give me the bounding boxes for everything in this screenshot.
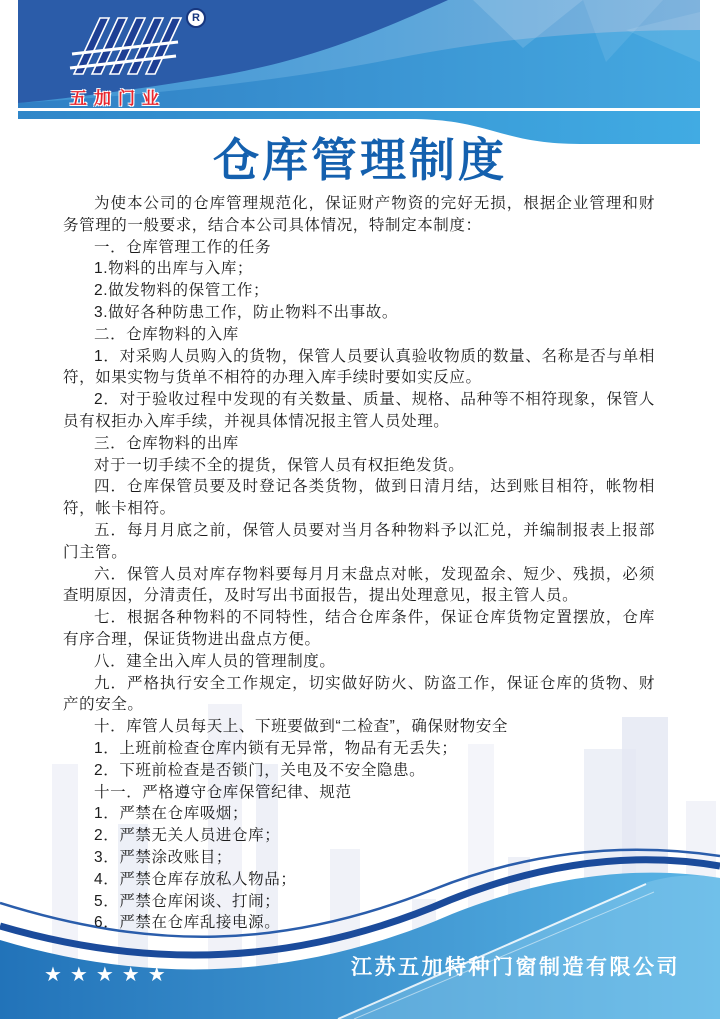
rule-item: 2．严禁无关人员进仓库； [94, 827, 281, 845]
intro-paragraph: 为使本公司的仓库管理规范化，保证财产物资的完好无损，根据企业管理和财务管理的一般要求，结合本公司具体情况，特制定本制度： [63, 195, 655, 234]
page-title: 仓库管理制度 [213, 134, 507, 186]
rule-item: 3.做好各种防患工作，防止物料不出事故。 [94, 303, 398, 321]
company-logo [58, 8, 228, 108]
rule-item: 5．严禁仓库闲谈、打闹； [94, 892, 281, 910]
rule-item: 2．对于验收过程中发现的有关数量、质量、规格、品种等不相符现象，保管人员有权拒办入库手续，并视具体情况报主管人员处理。 [63, 391, 655, 430]
section-heading: 十．库管人员每天上、下班要做到“二检查”，确保财物安全 [94, 718, 509, 736]
rule-item: 2．下班前检查是否锁门，关电及不安全隐患。 [94, 761, 426, 779]
section-heading: 二．仓库物料的入库 [94, 325, 239, 343]
rules-text [63, 193, 655, 934]
section-heading: 一．仓库管理工作的任务 [94, 238, 272, 256]
rule-item: 1．严禁在仓库吸烟； [94, 805, 249, 823]
rule-item: 4．严禁仓库存放私人物品； [94, 870, 297, 888]
section-heading: 十一．严格遵守仓库保管纪律、规范 [94, 783, 352, 801]
rule-item: 1．对采购人员购入的货物，保管人员要认真验收物质的数量、名称是否与单相符，如果实物与货单不相符的办理入库手续时要如实反应。 [63, 347, 655, 387]
rule-item: 2.做发物料的保管工作； [94, 282, 270, 300]
section-heading: 八．建全出入库人员的管理制度。 [94, 652, 336, 670]
company-name: 江苏五加特种门窗制造有限公司 [351, 956, 680, 979]
section-heading: 九．严格执行安全工作规定，切实做好防火、防盗工作，保证仓库的货物、财产的安全。 [63, 674, 655, 714]
registered-trademark-icon: R [186, 8, 206, 28]
logo-brand-text: 五加门业 [70, 89, 166, 108]
rule-item: 6．严禁在仓库乱接电源。 [94, 914, 281, 932]
section-heading: 五．每月月底之前，保管人员要对当月各种物料予以汇兑，并编制报表上报部门主管。 [63, 521, 655, 561]
rule-item: 1．上班前检查仓库内锁有无异常，物品有无丢失； [94, 739, 458, 757]
section-heading: 七．根据各种物料的不同特性，结合仓库条件，保证仓库货物定置摆放，仓库有序合理，保证货物进出盘点方便。 [63, 609, 655, 648]
section-heading: 六．保管人员对库存物料要每月月末盘点对帐，发现盈余、短少、残损，必须查明原因，分清责任，及时写出书面报告，提出处理意见，报主管人员。 [63, 565, 655, 605]
section-heading: 四．仓库保管员要及时登记各类货物，做到日清月结，达到账目相符，帐物相符，帐卡相符。 [63, 478, 655, 518]
section-heading: 三．仓库物料的出库 [94, 434, 239, 452]
rating-stars: ★★★★★ [44, 962, 174, 986]
logo-mark-icon [66, 12, 186, 84]
rule-item: 1.物料的出库与入库； [94, 260, 254, 278]
rule-item: 对于一切手续不全的提货，保管人员有权拒绝发货。 [94, 456, 465, 474]
rule-item: 3．严禁涂改账目； [94, 848, 233, 866]
